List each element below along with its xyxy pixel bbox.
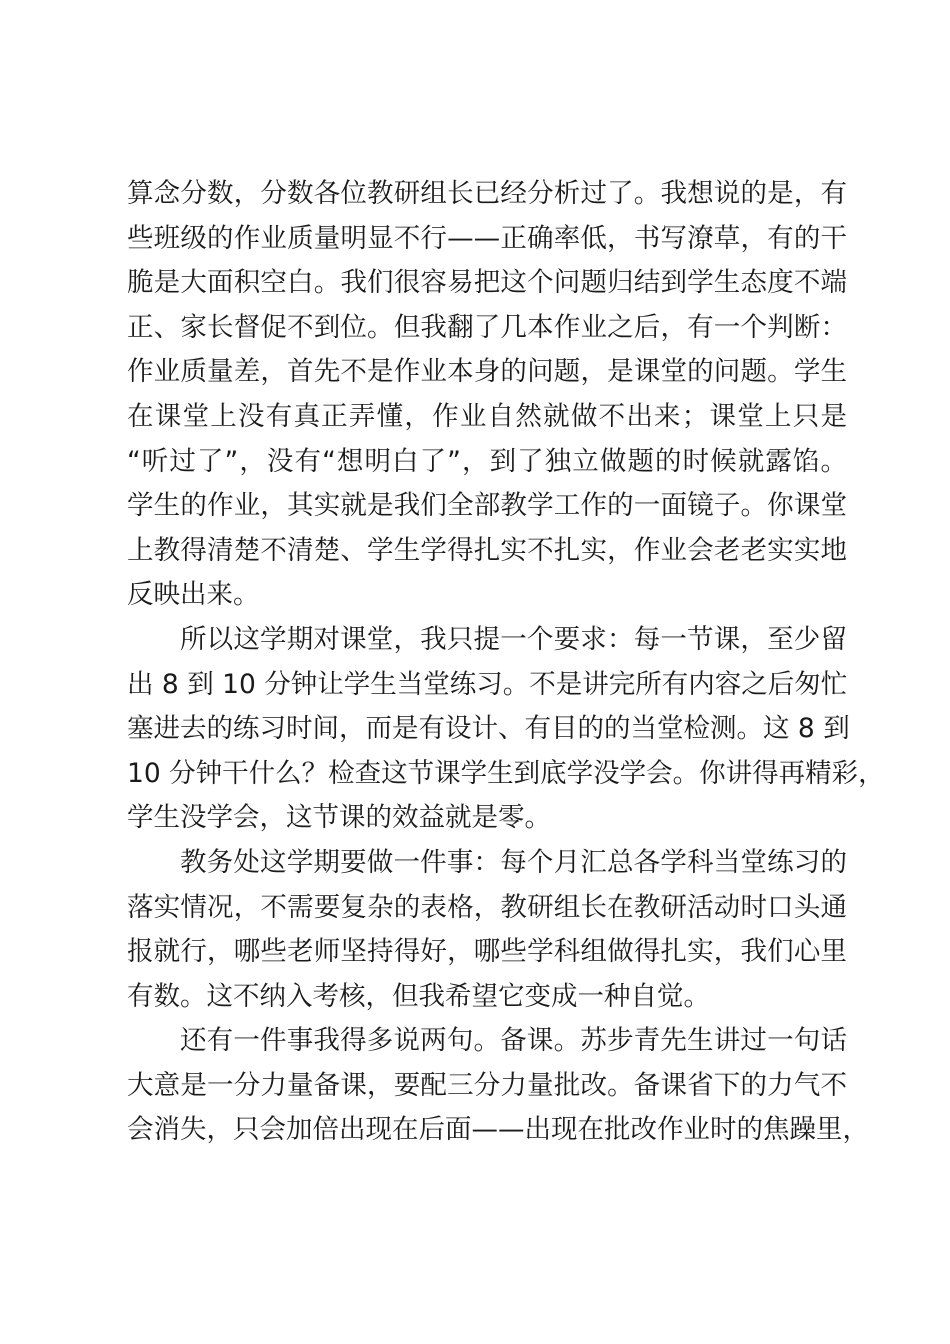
text-line: 报就行，哪些老师坚持得好，哪些学科组做得扎实，我们心里	[127, 936, 847, 968]
text-line: 10 分钟干什么？检查这节课学生到底学没学会。你讲得再精彩，	[127, 757, 885, 789]
text-line: 反映出来。	[127, 579, 260, 611]
text-line: 还有一件事我得多说两句。备课。苏步青先生讲过一句话	[180, 1025, 847, 1057]
text-line: 在课堂上没有真正弄懂，作业自然就做不出来；课堂上只是	[127, 400, 847, 432]
text-line: 学生没学会，这节课的效益就是零。	[127, 802, 551, 834]
text-line: 大意是一分力量备课，要配三分力量批改。备课省下的力气不	[127, 1069, 847, 1101]
text-line: 会消失，只会加倍出现在后面——出现在批改作业时的焦躁里，	[127, 1114, 869, 1146]
paragraph	[127, 618, 885, 841]
paragraph	[127, 172, 847, 618]
text-line: 正、家长督促不到位。但我翻了几本作业之后，有一个判断：	[127, 311, 847, 343]
text-line: “听过了”，没有“想明白了”，到了独立做题的时候就露馅。	[127, 445, 847, 477]
text-line: 出 8 到 10 分钟让学生当堂练习。不是讲完所有内容之后匆忙	[127, 668, 848, 700]
text-line: 教务处这学期要做一件事：每个月汇总各学科当堂练习的	[180, 846, 847, 878]
text-line: 所以这学期对课堂，我只提一个要求：每一节课，至少留	[180, 623, 847, 655]
paragraph	[127, 841, 847, 1019]
text-line: 脆是大面积空白。我们很容易把这个问题归结到学生态度不端	[127, 267, 847, 299]
text-line: 上教得清楚不清楚、学生学得扎实不扎实，作业会老老实实地	[127, 534, 847, 566]
text-line: 学生的作业，其实就是我们全部教学工作的一面镜子。你课堂	[127, 490, 847, 522]
text-line: 有数。这不纳入考核，但我希望它变成一种自觉。	[127, 980, 710, 1012]
document-body	[127, 172, 885, 1153]
text-line: 作业质量差，首先不是作业本身的问题，是课堂的问题。学生	[127, 356, 847, 388]
text-line: 些班级的作业质量明显不行——正确率低，书写潦草，有的干	[127, 222, 847, 254]
paragraph	[127, 1019, 869, 1153]
text-line: 算念分数，分数各位教研组长已经分析过了。我想说的是，有	[127, 178, 847, 209]
text-line: 塞进去的练习时间，而是有设计、有目的的当堂检测。这 8 到	[127, 713, 850, 745]
text-line: 落实情况，不需要复杂的表格，教研组长在教研活动时口头通	[127, 891, 847, 923]
